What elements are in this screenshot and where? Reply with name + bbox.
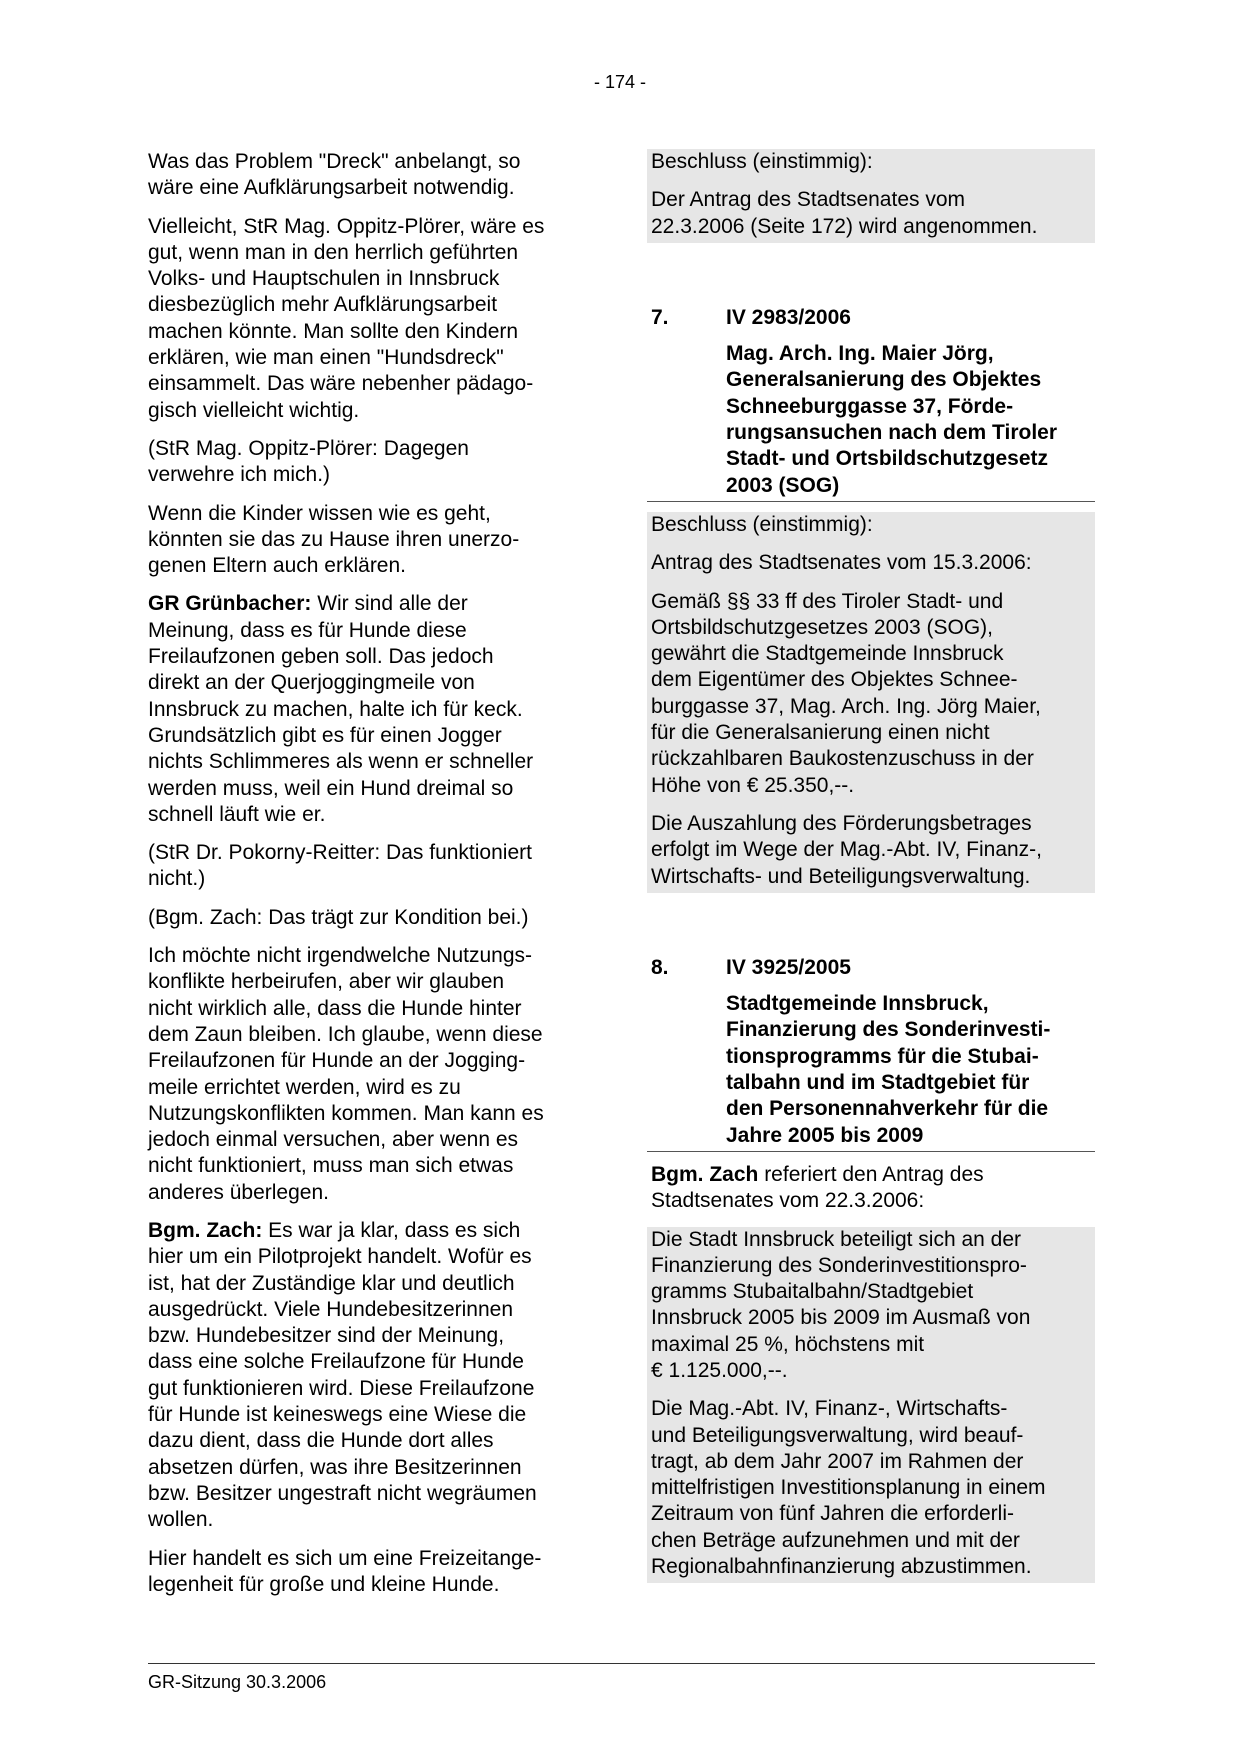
paragraph: Hier handelt es sich um eine Freizeitange- legenheit für große und kleine Hunde.	[148, 1546, 542, 1596]
intro-text: referiert den Antrag des Stadtsenates vom 22.3.2006:	[651, 1162, 984, 1213]
item-heading	[651, 955, 1095, 981]
resolution-label: Beschluss (einstimmig):	[651, 150, 873, 173]
resolution-block	[647, 512, 1095, 893]
resolution-text: Gemäß §§ 33 ff des Tiroler Stadt- und Ortsbildschutzgesetzes 2003 (SOG), gewährt die Stadtgemeinde Innsbruck dem Eigentümer des Objektes Schnee- burggasse 37, Mag. Arch. Ing. Jörg Maier, für die Generalsanierung einen nicht rückzahlbaren Baukostenzuschuss in der Höhe von € 25.350,--.	[651, 589, 1041, 797]
resolution-block	[647, 149, 1095, 243]
speech-gruenbacher	[148, 591, 588, 828]
item-title: Stadtgemeinde Innsbruck, Finanzierung des Sonderinvesti- tionsprogramms für die Stubai- talbahn und im Stadtgebiet für den Personennahverkehr für die Jahre 2005 bis 2009	[726, 992, 1051, 1147]
interjection: (StR Mag. Oppitz-Plörer: Dagegen verwehre ich mich.)	[148, 436, 469, 487]
speaker-name: Bgm. Zach	[651, 1162, 759, 1186]
item-title: Mag. Arch. Ing. Maier Jörg, Generalsanierung des Objektes Schneeburggasse 37, Förde- rungsansuchen nach dem Tiroler Stadt- und Ortsbildschutzgesetz 2003 (SOG)	[726, 342, 1058, 497]
speech-zach	[148, 1218, 588, 1534]
divider	[647, 501, 1095, 502]
item-code: IV 3925/2005	[726, 955, 851, 979]
agenda-item-8	[651, 955, 1095, 1584]
item-code: IV 2983/2006	[726, 305, 851, 329]
interjection: (Bgm. Zach: Das trägt zur Kondition bei.)	[148, 905, 529, 929]
left-column	[148, 149, 588, 1610]
footer: GR-Sitzung 30.3.2006	[148, 1672, 327, 1692]
footer-divider	[148, 1663, 1095, 1664]
paragraph: Was das Problem "Dreck" anbelangt, so wäre eine Aufklärungsarbeit notwendig.	[148, 150, 521, 200]
item-number: 8.	[651, 955, 669, 979]
item-intro	[651, 1162, 1095, 1215]
motion-text: Die Stadt Innsbruck beteiligt sich an der Finanzierung des Sonderinvestitionspro- gramms Stubaitalbahn/Stadtgebiet Innsbruck 2005 bis 2009 im Ausmaß von maximal 25 %, höchstens mit € 1.125.000,--.	[651, 1227, 1031, 1382]
interjection: (StR Dr. Pokorny-Reitter: Das funktioniert nicht.)	[148, 841, 532, 891]
item-number: 7.	[651, 305, 669, 329]
page-number: - 174 -	[593, 72, 647, 92]
resolution-text: Der Antrag des Stadtsenates vom 22.3.2006 (Seite 172) wird angenommen.	[651, 188, 1038, 238]
motion-label: Antrag des Stadtsenates vom 15.3.2006:	[651, 551, 1032, 575]
motion-block	[647, 1227, 1095, 1584]
resolution-text: Die Auszahlung des Förderungsbetrages erfolgt im Wege der Mag.-Abt. IV, Finanz-, Wirtschafts- und Beteiligungsverwaltung.	[651, 811, 1043, 888]
resolution-label: Beschluss (einstimmig):	[651, 512, 873, 536]
paragraph: Ich möchte nicht irgendwelche Nutzungs- konflikte herbeirufen, aber wir glauben nicht wirklich alle, dass die Hunde hinter dem Zaun bleiben. Ich glaube, wenn diese Freilaufzonen für Hunde an der Jogging- meile errichtet werden, wird es zu Nutzungskonflikten kommen. Man kann es jedoch einmal versuchen, aber wenn es nicht funktioniert, muss man sich etwas anderes überlegen.	[148, 944, 544, 1204]
right-column	[651, 149, 1095, 1583]
speaker-name: GR Grünbacher:	[148, 592, 312, 616]
speech-text: Es war ja klar, dass es sich hier um ein Pilotprojekt handelt. Wofür es ist, hat der Zuständige klar und deutlich ausgedrückt. Viele Hundebesitzerinnen bzw. Hundebesitzer sind der Meinung, dass eine solche Freilaufzone für Hunde gut funktionieren wird. Diese Freilaufzone für Hunde ist keineswegs eine Wiese die dazu dient, dass die Hunde dort alles absetzen dürfen, was ihre Besitzerinnen bzw. Besitzer ungestraft nicht wegräumen wollen.	[148, 1218, 537, 1532]
item-heading	[651, 305, 1095, 331]
paragraph: Vielleicht, StR Mag. Oppitz-Plörer, wäre es gut, wenn man in den herrlich geführten Volks- und Hauptschulen in Innsbruck diesbezüglich mehr Aufklärungsarbeit machen könnte. Man sollte den Kindern erklären, wie man einen "Hundsdreck" einsammelt. Das wäre nebenher pädago- gisch vielleicht wichtig.	[148, 214, 545, 422]
paragraph: Wenn die Kinder wissen wie es geht, könnten sie das zu Hause ihren unerzo- genen Eltern auch erklären.	[148, 501, 520, 578]
speech-text: Wir sind alle der Meinung, dass es für Hunde diese Freilaufzonen geben soll. Das jedoch direkt an der Querjoggingmeile von Innsbruck zu machen, halte ich für keck. Grundsätzlich gibt es für einen Jogger nichts Schlimmeres als wenn er schneller werden muss, weil ein Hund dreimal so schnell läuft wie er.	[148, 592, 534, 826]
motion-text: Die Mag.-Abt. IV, Finanz-, Wirtschafts- und Beteiligungsverwaltung, wird beauf- tragt, ab dem Jahr 2007 im Rahmen der mittelfristigen Investitionsplanung in einem Zeitraum von fünf Jahren die erforderli- chen Beträge aufzunehmen und mit der Regionalbahnfinanzierung abzustimmen.	[651, 1397, 1046, 1579]
speaker-name: Bgm. Zach:	[148, 1218, 263, 1242]
agenda-item-7	[651, 305, 1095, 893]
divider	[647, 1151, 1095, 1152]
